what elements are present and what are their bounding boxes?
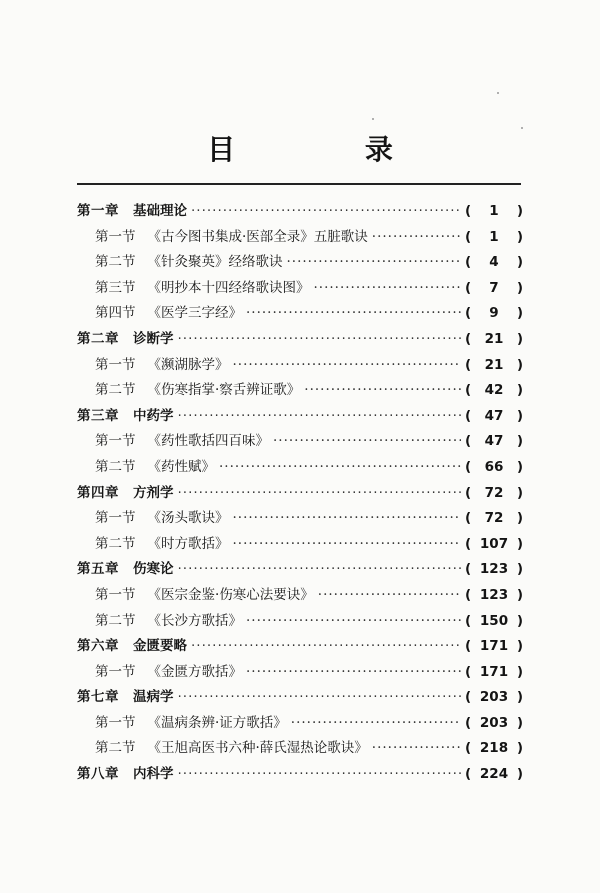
entry-label: 第五章: [77, 561, 119, 578]
entry-page: ( 4 ): [465, 250, 523, 276]
dot-leader: [273, 429, 461, 455]
page-number: 42: [484, 382, 504, 399]
toc-section-entry: [77, 301, 523, 327]
dot-leader: [233, 353, 462, 379]
entry-page: ( 123 ): [465, 557, 523, 583]
entry-page: ( 203 ): [465, 711, 523, 737]
entry-title: 《时方歌括》: [147, 535, 229, 552]
toc-section-entry: [77, 353, 523, 379]
dot-leader: [304, 378, 461, 404]
entry-page: ( 150 ): [465, 609, 523, 635]
entry-label: 第二章: [77, 330, 119, 347]
page-number: 171: [479, 663, 509, 680]
entry-title: 温病学: [133, 689, 174, 706]
entry-title: 《医宗金鉴·伤寒心法要诀》: [147, 586, 314, 603]
dot-leader: [178, 481, 462, 507]
toc-chapter-entry: [77, 685, 523, 711]
toc-section-entry: [77, 506, 523, 532]
entry-label: 第一节: [95, 663, 136, 680]
entry-title: 《古今图书集成·医部全录》五脏歌诀: [147, 228, 368, 245]
page-number: 1: [489, 203, 499, 219]
dot-leader: [233, 506, 462, 532]
toc-section-entry: [77, 378, 523, 404]
page-number: 203: [479, 714, 509, 731]
entry-page: ( 1 ): [465, 225, 523, 251]
entry-page: ( 66 ): [465, 455, 523, 481]
dot-leader: [246, 609, 461, 635]
dot-leader: [246, 660, 461, 686]
toc-section-entry: [77, 736, 523, 762]
dot-leader: [314, 276, 462, 302]
dot-leader: [291, 711, 461, 737]
entry-title: 《药性赋》: [147, 458, 215, 475]
page-number: 72: [484, 510, 504, 527]
page-number: 171: [479, 638, 509, 655]
entry-page: ( 21 ): [465, 353, 523, 379]
entry-page: ( 218 ): [465, 736, 523, 762]
toc-chapter-entry: [77, 404, 523, 430]
toc-chapter-entry: [77, 557, 523, 583]
entry-title: 中药学: [133, 407, 174, 424]
toc-chapter-entry: [77, 327, 523, 353]
entry-page: ( 72 ): [465, 481, 523, 507]
dot-leader: [191, 199, 461, 225]
dot-leader: [178, 557, 462, 583]
entry-title: 《长沙方歌括》: [147, 612, 242, 629]
page-number: 72: [484, 484, 504, 501]
title-rule: [77, 183, 521, 185]
entry-title: 《明抄本十四经络歌诀图》: [147, 279, 310, 296]
entry-label: 第一节: [95, 356, 136, 373]
page-number: 224: [479, 766, 509, 783]
entry-title: 《药性歌括四百味》: [147, 433, 269, 450]
page-number: 21: [484, 330, 504, 347]
page-number: 7: [489, 279, 499, 296]
entry-title: 《金匮方歌括》: [147, 663, 242, 680]
entry-title: 伤寒论: [133, 561, 174, 578]
entry-page: ( 171 ): [465, 660, 523, 686]
entry-page: ( 72 ): [465, 506, 523, 532]
paper-speck: [372, 118, 374, 120]
dot-leader: [246, 301, 461, 327]
entry-title: 《汤头歌诀》: [147, 510, 229, 527]
dot-leader: [191, 634, 461, 660]
entry-title: 基础理论: [133, 203, 187, 219]
entry-label: 第八章: [77, 766, 119, 783]
entry-page: ( 1 ): [465, 199, 523, 225]
entry-title: 《医学三字经》: [147, 305, 242, 322]
page-number: 107: [479, 535, 509, 552]
entry-page: ( 47 ): [465, 404, 523, 430]
entry-title: 诊断学: [133, 330, 174, 347]
entry-page: ( 7 ): [465, 276, 523, 302]
entry-title: 内科学: [133, 766, 174, 783]
paper-speck: [497, 92, 499, 94]
toc-section-entry: [77, 609, 523, 635]
entry-label: 第二节: [95, 254, 136, 271]
entry-label: 第七章: [77, 689, 119, 706]
page-number: 21: [484, 356, 504, 373]
page-number: 203: [479, 689, 509, 706]
entry-label: 第一章: [77, 203, 119, 219]
entry-title: 《温病条辨·证方歌括》: [147, 714, 287, 731]
page-number: 150: [479, 612, 509, 629]
paper-speck: [521, 127, 523, 129]
page-number: 1: [489, 228, 499, 245]
entry-label: 第一节: [95, 433, 136, 450]
entry-page: ( 42 ): [465, 378, 523, 404]
dot-leader: [233, 532, 462, 558]
entry-label: 第二节: [95, 535, 136, 552]
toc-section-entry: [77, 250, 523, 276]
toc-section-entry: [77, 455, 523, 481]
page-number: 123: [479, 586, 509, 603]
entry-title: 《王旭高医书六种·薛氏湿热论歌诀》: [147, 740, 368, 757]
entry-label: 第四节: [95, 305, 136, 322]
entry-page: ( 123 ): [465, 583, 523, 609]
toc-section-entry: [77, 583, 523, 609]
toc-section-entry: [77, 225, 523, 251]
entry-label: 第二节: [95, 458, 136, 475]
entry-label: 第一节: [95, 714, 136, 731]
entry-label: 第二节: [95, 382, 136, 399]
toc-chapter-entry: [77, 481, 523, 507]
toc-section-entry: [77, 711, 523, 737]
page-number: 4: [489, 254, 499, 271]
dot-leader: [318, 583, 461, 609]
entry-page: ( 203 ): [465, 685, 523, 711]
dot-leader: [178, 762, 462, 788]
dot-leader: [178, 327, 462, 353]
entry-title: 《伤寒指掌·察舌辨证歌》: [147, 382, 301, 399]
entry-page: ( 9 ): [465, 301, 523, 327]
table-of-contents: [77, 199, 523, 788]
entry-label: 第六章: [77, 638, 119, 655]
toc-chapter-entry: [77, 199, 523, 225]
page-number: 9: [489, 305, 499, 322]
entry-label: 第二节: [95, 740, 136, 757]
entry-title: 金匮要略: [133, 638, 187, 655]
entry-title: 方剂学: [133, 484, 174, 501]
page-number: 218: [479, 740, 509, 757]
dot-leader: [219, 455, 461, 481]
entry-page: ( 107 ): [465, 532, 523, 558]
entry-page: ( 21 ): [465, 327, 523, 353]
entry-label: 第一节: [95, 586, 136, 603]
page-number: 47: [484, 407, 504, 424]
toc-section-entry: [77, 532, 523, 558]
entry-label: 第三节: [95, 279, 136, 296]
toc-section-entry: [77, 429, 523, 455]
dot-leader: [287, 250, 462, 276]
entry-title: 《针灸聚英》经络歌诀: [147, 254, 283, 271]
dot-leader: [372, 736, 461, 762]
toc-section-entry: [77, 276, 523, 302]
entry-page: ( 171 ): [465, 634, 523, 660]
entry-label: 第三章: [77, 407, 119, 424]
toc-chapter-entry: [77, 634, 523, 660]
entry-page: ( 47 ): [465, 429, 523, 455]
entry-page: ( 224 ): [465, 762, 523, 788]
page-number: 47: [484, 433, 504, 450]
toc-chapter-entry: [77, 762, 523, 788]
dot-leader: [372, 225, 461, 251]
entry-label: 第一节: [95, 510, 136, 527]
entry-label: 第二节: [95, 612, 136, 629]
entry-label: 第一节: [95, 228, 136, 245]
toc-section-entry: [77, 660, 523, 686]
dot-leader: [178, 685, 462, 711]
page-number: 66: [484, 458, 504, 475]
page-number: 123: [479, 561, 509, 578]
dot-leader: [178, 404, 462, 430]
entry-label: 第四章: [77, 484, 119, 501]
page-title: 目 录: [207, 133, 453, 166]
entry-title: 《濒湖脉学》: [147, 356, 229, 373]
